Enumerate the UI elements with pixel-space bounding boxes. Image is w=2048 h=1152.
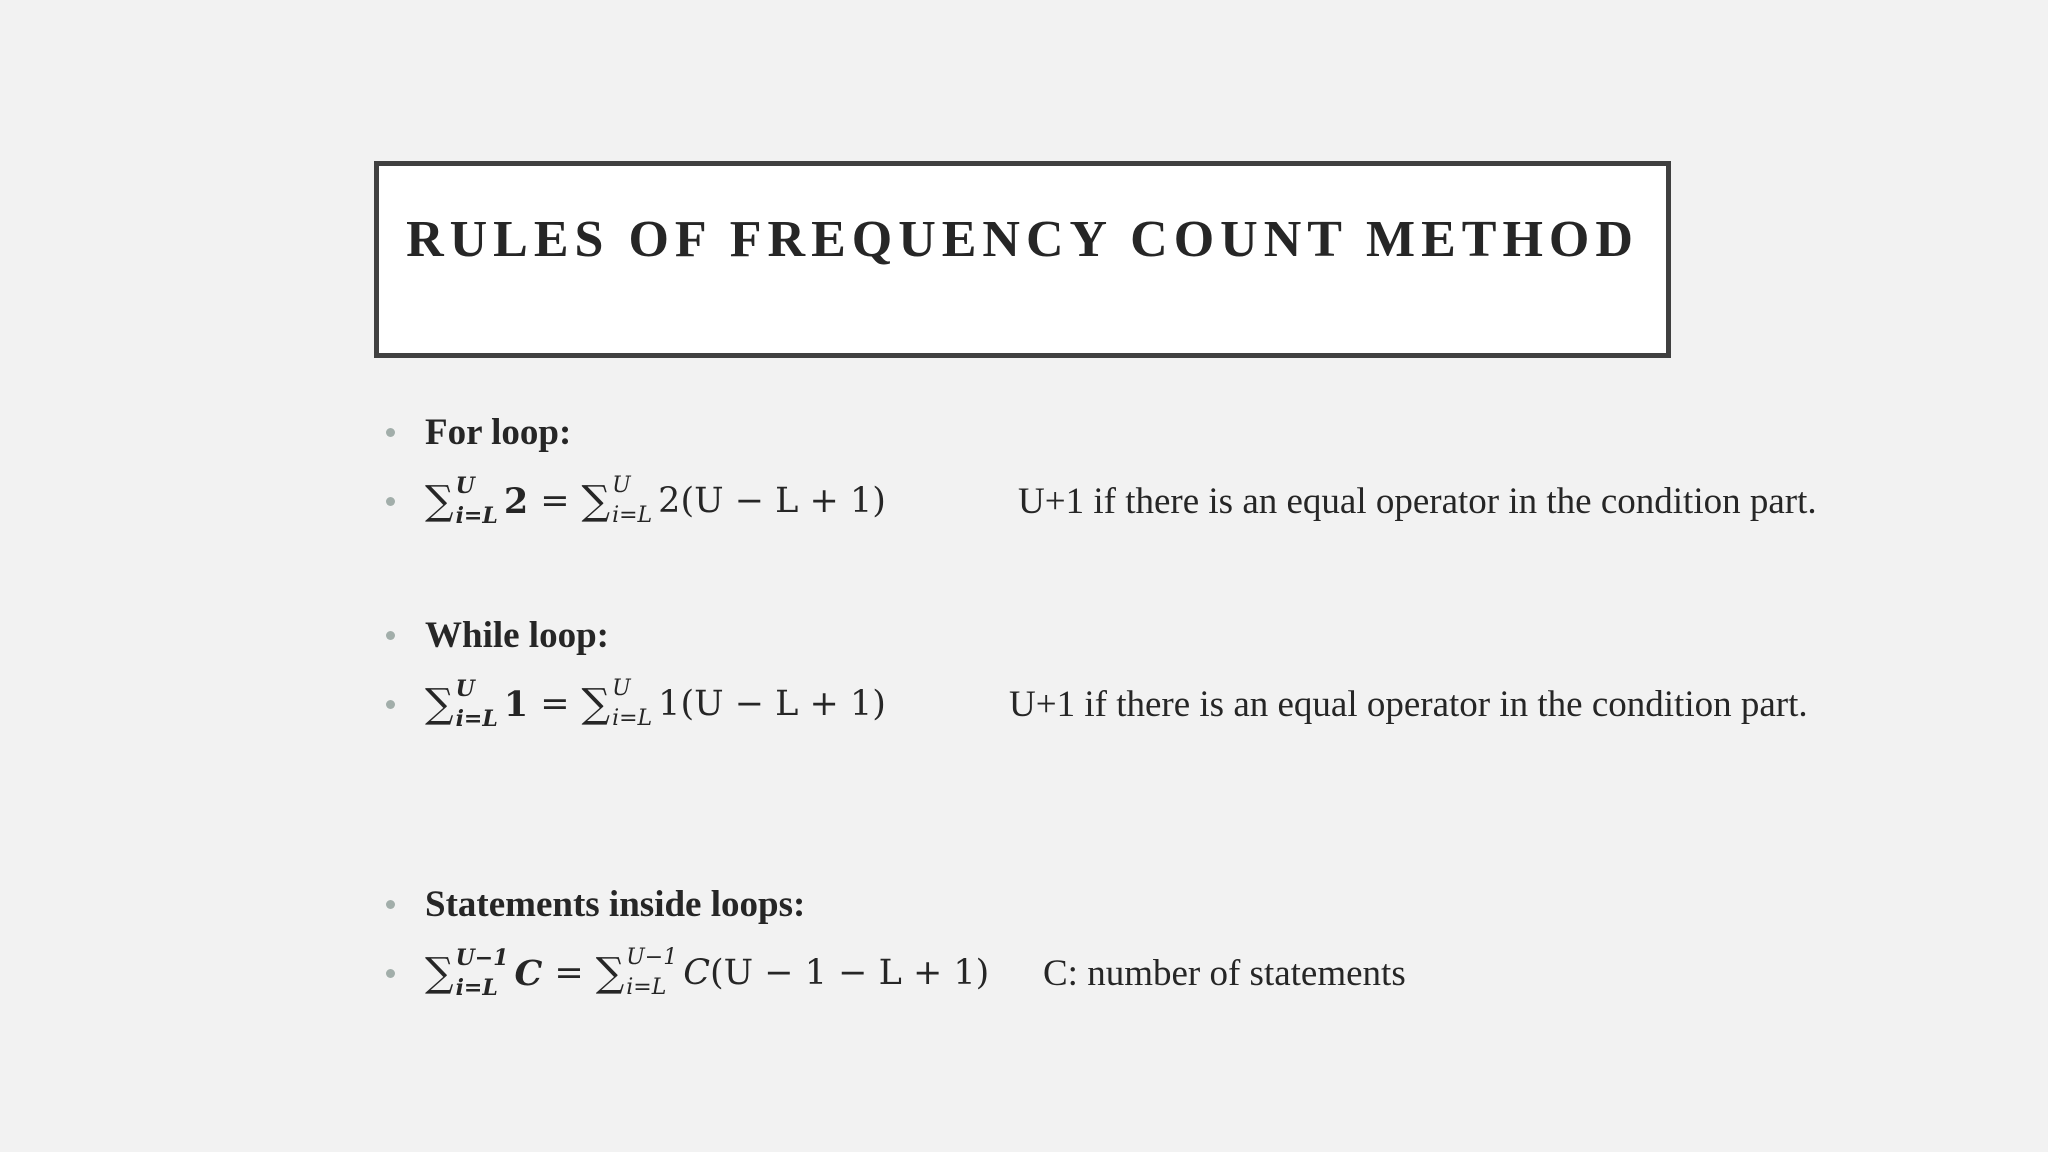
bullet-while-loop-heading [386, 605, 609, 665]
while-loop-heading: While loop: [425, 614, 609, 656]
sigma-symbol: ∑ [581, 478, 611, 524]
bullet-dot [386, 969, 395, 978]
for-loop-formula [425, 473, 886, 529]
sum-upper: U [612, 473, 631, 498]
bullet-for-loop-formula [386, 471, 886, 531]
bullet-statements-heading [386, 874, 805, 934]
statements-note: C: number of statements [1043, 952, 1406, 994]
title-box [374, 161, 1671, 358]
equals-sign: = [540, 481, 570, 521]
bullet-for-loop-heading [386, 402, 571, 462]
sum-limits [455, 676, 498, 732]
bullet-dot [386, 631, 395, 640]
bullet-statements-formula [386, 943, 989, 1003]
sigma-symbol: ∑ [595, 950, 625, 996]
statements-heading: Statements inside loops: [425, 883, 806, 925]
sum-upper: U [455, 676, 475, 702]
equals-sign: = [540, 684, 570, 724]
statements-formula [425, 945, 990, 1001]
sum-lower: i=L [626, 975, 667, 1000]
sum-limits [626, 945, 678, 1000]
sum-limits [612, 676, 653, 731]
bullet-dot [386, 497, 395, 506]
for-loop-heading: For loop: [425, 411, 572, 453]
sum-upper: U−1 [626, 945, 678, 970]
equals-sign: = [554, 953, 584, 993]
sum-upper: U−1 [455, 945, 509, 971]
sum-lower: i=L [455, 706, 498, 732]
while-loop-note: U+1 if there is an equal operator in the condition part. [1009, 683, 1808, 725]
rhs-expression: (U − 1 − L + 1) [710, 953, 990, 993]
sum-term: 2 [503, 480, 529, 522]
rhs-term: C [683, 953, 711, 993]
for-loop-note: U+1 if there is an equal operator in the condition part. [1018, 480, 1817, 522]
sum-upper: U [612, 676, 631, 701]
sum-term: 1 [503, 683, 529, 725]
sum-lower: i=L [455, 975, 498, 1001]
bullet-dot [386, 900, 395, 909]
sigma-symbol: ∑ [581, 681, 611, 727]
while-loop-formula [425, 676, 886, 732]
sum-limits [455, 473, 498, 529]
sum-limits [455, 945, 509, 1001]
bullet-dot [386, 700, 395, 709]
rhs-expression: 2(U − L + 1) [658, 481, 886, 521]
sigma-symbol: ∑ [425, 478, 454, 524]
sum-upper: U [455, 473, 475, 499]
bullet-while-loop-formula [386, 674, 886, 734]
rhs-expression: 1(U − L + 1) [658, 684, 886, 724]
sigma-symbol: ∑ [425, 681, 454, 727]
sum-term: C [514, 952, 543, 994]
sum-limits [612, 473, 653, 528]
bullet-dot [386, 428, 395, 437]
sum-lower: i=L [612, 503, 653, 528]
slide-title: RULES OF FREQUENCY COUNT METHOD [406, 211, 1639, 268]
sum-lower: i=L [612, 706, 653, 731]
sum-lower: i=L [455, 503, 498, 529]
sigma-symbol: ∑ [425, 950, 454, 996]
